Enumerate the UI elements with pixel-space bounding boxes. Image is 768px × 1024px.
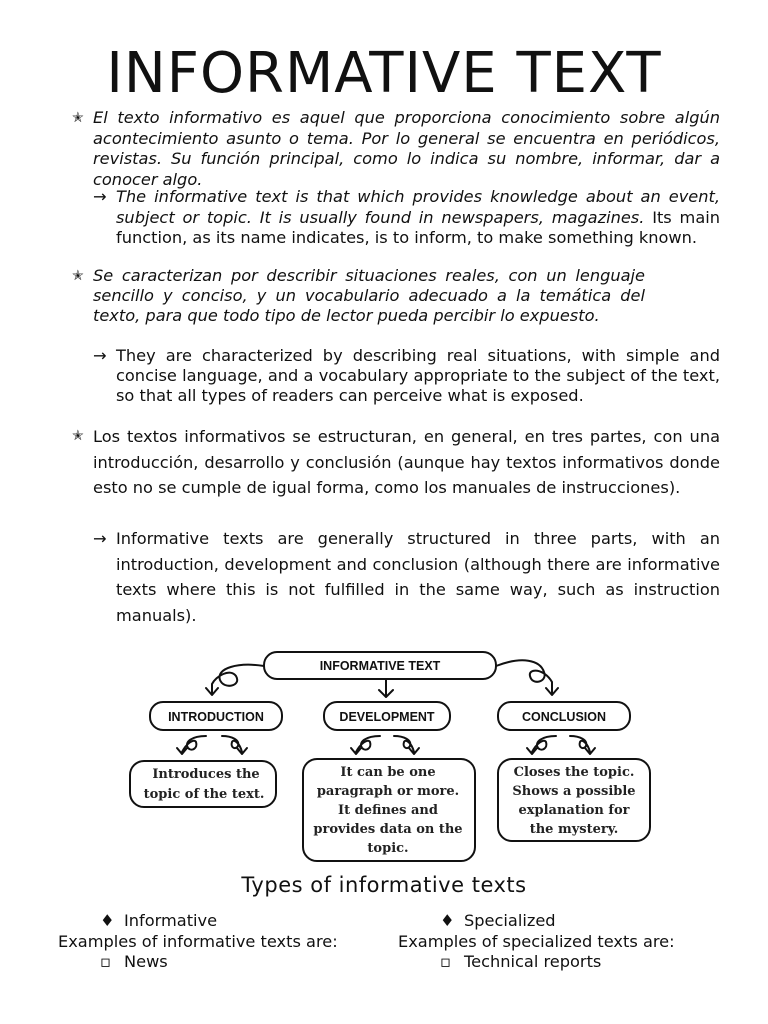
types-column-informative — [58, 911, 338, 973]
curly-arrow-left — [527, 736, 556, 754]
arrow-icon: → — [93, 187, 107, 206]
introduction-description-line: Introduces the — [152, 767, 260, 782]
curly-arrow-right — [394, 736, 419, 754]
normal-text: Its main function, as its name indicates, is to inform, to make something known. — [116, 207, 720, 247]
type-heading — [58, 911, 338, 932]
development-description-line: provides data on the — [313, 822, 463, 837]
structure-diagram — [120, 644, 660, 866]
sub-bullet-characteristics-en — [93, 346, 720, 406]
type-heading — [398, 911, 675, 932]
conclusion-description-line: the mystery. — [529, 822, 619, 837]
curly-arrow-left — [177, 736, 206, 754]
diagram-conclusion-label: CONCLUSION — [521, 710, 607, 724]
development-description-line: topic. — [367, 841, 409, 856]
arrow-to-conclusion — [496, 660, 558, 695]
diagram-development-label: DEVELOPMENT — [339, 710, 435, 724]
sub-bullet-definition-en — [93, 187, 720, 249]
sub-bullet-structure-en — [93, 526, 720, 628]
development-description-line: It defines and — [338, 803, 438, 818]
diamond-bullet-icon: ♦ — [440, 911, 455, 930]
example-item — [398, 952, 675, 973]
curly-arrow-left — [351, 736, 380, 754]
paragraph-text: Se caracterizan por describir situaciones reales, con un lenguaje sencillo y conciso, y un vocabulario adecuado a la temática del texto, para que todo tipo de lector pueda percibir lo expuesto. — [93, 266, 645, 325]
curly-arrow-right — [570, 736, 595, 754]
bullet-definition-es — [72, 108, 720, 190]
development-description-line: paragraph or more. — [316, 784, 460, 799]
example-item — [58, 952, 338, 973]
example-text: Technical reports — [464, 952, 602, 971]
examples-label: Examples of specialized texts are: — [398, 931, 675, 951]
diagram-introduction-label: INTRODUCTION — [168, 710, 264, 724]
star-bullet-icon: ✭ — [72, 110, 84, 126]
arrow-to-introduction — [206, 665, 264, 695]
square-bullet-icon: ▫ — [440, 952, 451, 971]
types-heading: Types of informative texts — [241, 873, 527, 897]
introduction-description-line: topic of the text. — [143, 787, 265, 802]
types-column-specialized — [398, 911, 675, 973]
arrow-icon: → — [93, 346, 107, 365]
paragraph-text: They are characterized by describing real situations, with simple and concise language, and a vocabulary appropriate to the subject of the text, so that all types of readers can perceive what is exposed. — [116, 346, 720, 405]
star-bullet-icon: ✭ — [72, 268, 84, 284]
conclusion-description-line: Shows a possible — [512, 784, 636, 799]
paragraph-text — [93, 187, 720, 249]
page-title: INFORMATIVE TEXT — [106, 41, 662, 106]
type-name: Specialized — [464, 911, 556, 930]
paragraph-text: Los textos informativos se estructuran, en general, en tres partes, con una introducción, desarrollo y conclusión (aunque hay textos informativos donde esto no se cumple de igual forma, como los manuales de instrucciones). — [93, 427, 720, 497]
arrow-icon: → — [93, 529, 107, 548]
examples-label: Examples of informative texts are: — [58, 931, 338, 951]
bullet-characteristics-es — [72, 266, 645, 326]
star-bullet-icon: ✭ — [72, 428, 84, 444]
development-description-line: It can be one — [340, 765, 436, 780]
diamond-bullet-icon: ♦ — [100, 911, 115, 930]
bullet-structure-es — [72, 424, 720, 501]
conclusion-description-line: Closes the topic. — [513, 765, 635, 780]
arrow-to-development — [379, 680, 393, 697]
italic-text: The informative text is that which provides knowledge about an event, subject or topic. It is usually found in newspapers, magazines. — [116, 187, 720, 227]
square-bullet-icon: ▫ — [100, 952, 111, 971]
paragraph-text: Informative texts are generally structured in three parts, with an introduction, development and conclusion (although there are informative texts where this is not fulfilled in the same way, such as instruction manuals). — [116, 529, 720, 625]
type-name: Informative — [124, 911, 218, 930]
curly-arrow-right — [222, 736, 247, 754]
paragraph-text: El texto informativo es aquel que proporciona conocimiento sobre algún acontecimiento asunto o tema. Por lo general se encuentra en periódicos, revistas. Su función principal, como lo indica su nombre, informar, dar a conocer algo. — [93, 108, 720, 189]
diagram-root-label: INFORMATIVE TEXT — [319, 659, 441, 673]
conclusion-description-line: explanation for — [518, 803, 630, 818]
example-text: News — [124, 952, 168, 971]
